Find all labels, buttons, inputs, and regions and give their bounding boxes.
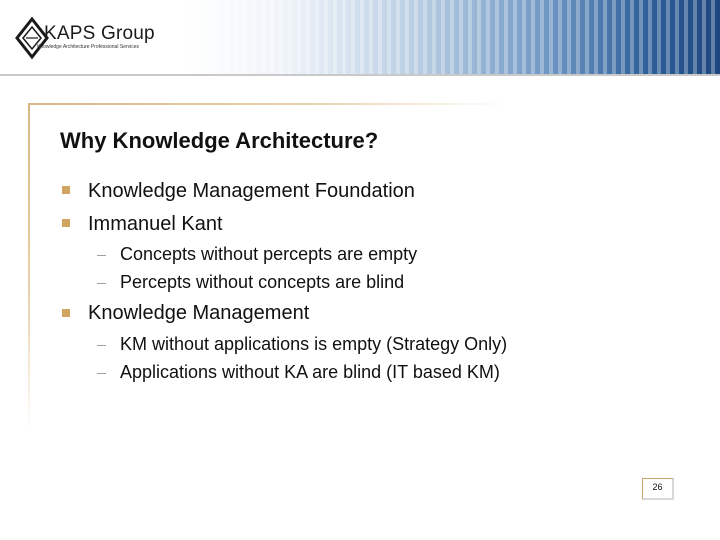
sub-bullet-item: Concepts without percepts are empty (120, 244, 418, 264)
header-banner (0, 0, 720, 76)
page-number-box (642, 478, 674, 500)
logo (14, 14, 164, 64)
sub-bullet-item: KM without applications is empty (Strategy Only) (120, 334, 508, 354)
bullet-item: Knowledge Management (88, 302, 310, 324)
sub-bullet-dash-icon (97, 373, 106, 374)
slide-title: Why Knowledge Architecture? (60, 128, 379, 153)
sub-bullet-dash-icon (97, 283, 106, 284)
bullet-square-icon (62, 309, 70, 317)
sub-bullet-item: Applications without KA are blind (IT based KM) (120, 362, 500, 382)
bullet-square-icon (62, 219, 70, 227)
header-divider (0, 74, 720, 76)
page-number: 26 (652, 482, 663, 492)
bullet-item: Knowledge Management Foundation (88, 180, 415, 202)
sub-bullet-dash-icon (97, 345, 106, 346)
sub-bullet-dash-icon (97, 255, 106, 256)
bullet-square-icon (62, 186, 70, 194)
header-stripes (180, 0, 720, 76)
logo-tagline: Knowledge Architecture Professional Services (37, 44, 139, 50)
logo-text: KAPS Group (44, 23, 155, 44)
bullet-item: Immanuel Kant (88, 213, 223, 235)
content-frame-left (28, 103, 30, 433)
sub-bullet-item: Percepts without concepts are blind (120, 272, 405, 292)
content-frame-top (28, 103, 508, 105)
